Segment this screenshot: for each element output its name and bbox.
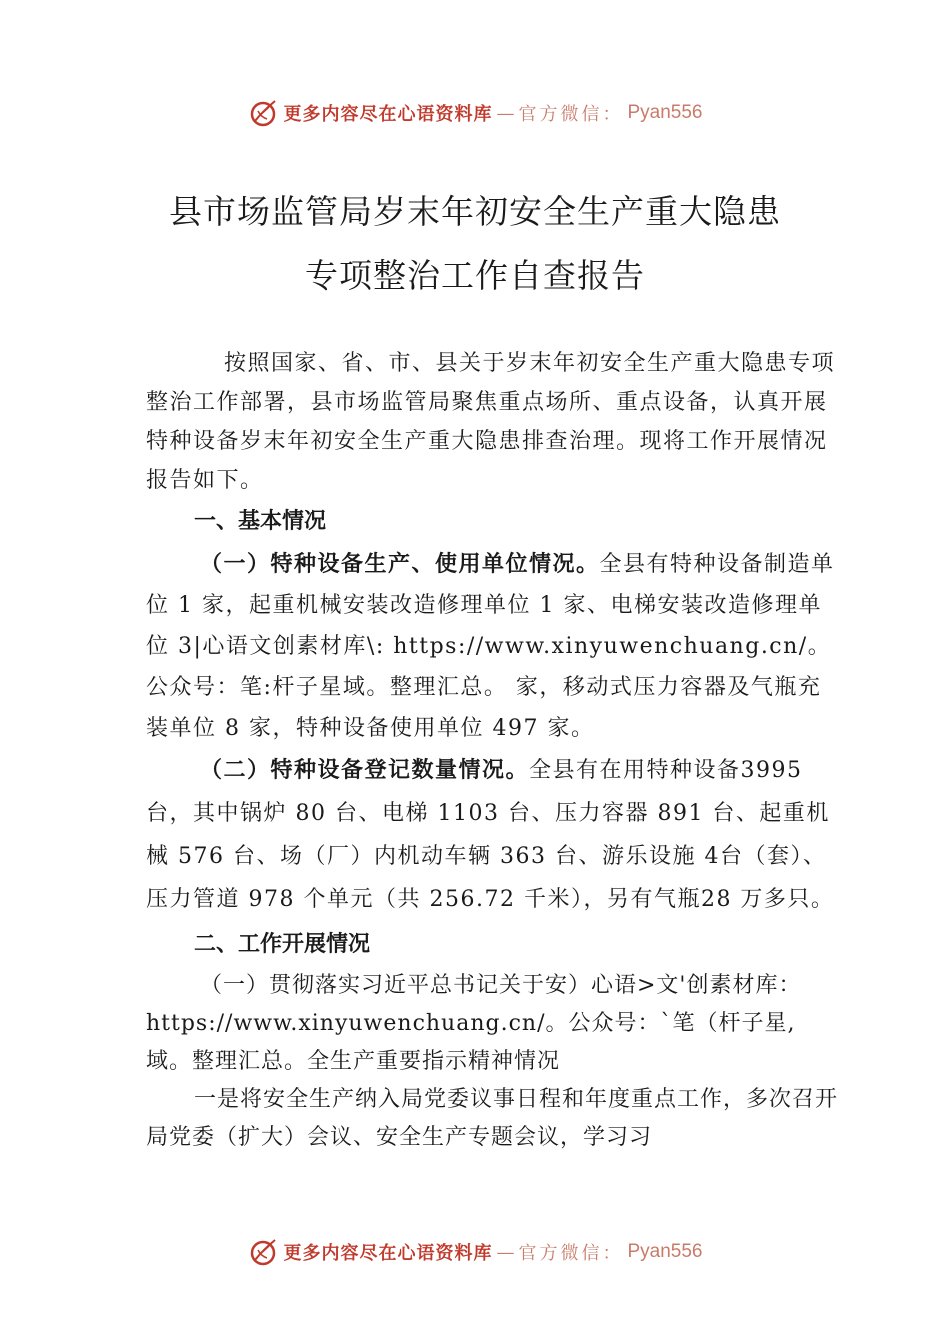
section-1-heading: 一、基本情况 xyxy=(194,509,327,534)
watermark-slogan: 更多内容尽在心语资料库 xyxy=(283,1243,493,1264)
section-1-item-2-lead: （二）特种设备登记数量情况。 xyxy=(200,758,530,783)
section-1-item-2-text: 全县有在用特种设备3995 台，其中锅炉 80 台、电梯 1103 台、压力容器 891 台、起重机械 576 台、场（厂）内机动车辆 363 台、游乐设施 4台（套）、压力管道 978 个单元（共 256.72 千米），另有气瓶28 万多只。 xyxy=(146,758,835,912)
section-1-item-1-text: 全县有特种设备制造单位 1 家，起重机械安装改造修理单位 1 家、电梯安装改造修理单位 3|心语文创素材库\: https://www.xinyuwenchuang.cn/。公众号：笔:杆子星域。整理汇总。 家，移动式压力容器及气瓶充装单位 8 家，特种设备使用单位 497 家。 xyxy=(146,552,835,741)
watermark-wechat-id: Pyan556 xyxy=(627,1241,703,1262)
watermark-wechat-label: 官方微信： xyxy=(518,1243,624,1264)
bottom-watermark-banner xyxy=(0,1232,950,1272)
section-2-paragraph: 一是将安全生产纳入局党委议事日程和年度重点工作，多次召开局党委（扩大）会议、安全生产专题会议，学习习 xyxy=(146,1087,839,1150)
watermark-separator: — xyxy=(496,102,515,124)
intro-paragraph: 按照国家、省、市、县关于岁末年初安全生产重大隐患专项整治工作部署，县市场监管局聚焦重点场所、重点设备，认真开展特种设备岁末年初安全生产重大隐患排查治理。现将工作开展情况报告如下。 xyxy=(146,351,836,493)
watermark-wechat-id: Pyan556 xyxy=(627,102,703,123)
document-body xyxy=(146,344,841,1157)
quill-logo-icon xyxy=(247,1236,279,1268)
section-2-item-1: （一）贯彻落实习近平总书记关于安）心语>文'创素材库：https://www.xinyuwenchuang.cn/。公众号：`笔（杆子星,域。整理汇总。全生产重要指示精神情况 xyxy=(146,973,802,1074)
watermark-slogan: 更多内容尽在心语资料库 xyxy=(283,104,493,125)
quill-logo-icon xyxy=(247,97,279,129)
section-2-heading: 二、工作开展情况 xyxy=(194,932,371,957)
section-1-item-1-lead: （一）特种设备生产、使用单位情况。 xyxy=(200,552,600,577)
document-title-line-1: 县市场监管局岁末年初安全生产重大隐患 xyxy=(169,192,781,231)
document-title-line-2: 专项整治工作自查报告 xyxy=(305,256,645,295)
section-1-item-1 xyxy=(146,544,841,749)
watermark-wechat-label: 官方微信： xyxy=(518,104,624,125)
section-1-item-2 xyxy=(146,749,841,921)
watermark-separator: — xyxy=(496,1241,515,1263)
top-watermark-banner xyxy=(0,93,950,133)
